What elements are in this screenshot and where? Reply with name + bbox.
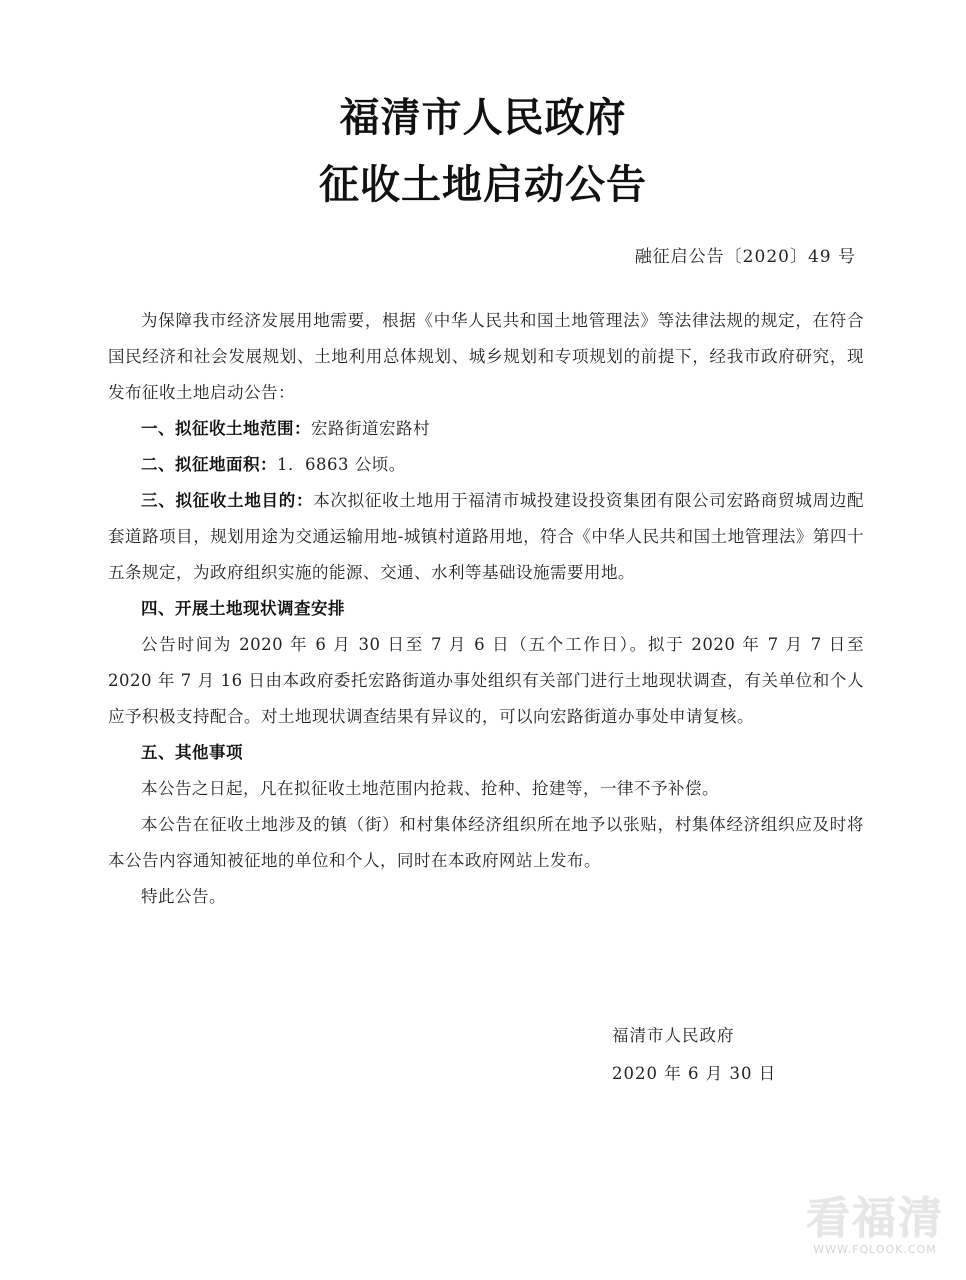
section-5-heading: 五、其他事项	[141, 743, 243, 762]
section-1-heading: 一、拟征收土地范围：	[141, 419, 311, 438]
section-2	[108, 447, 864, 483]
section-3-heading: 三、拟征收土地目的：	[141, 491, 314, 510]
watermark-url: WWW.FQLOOK.COM	[813, 1243, 937, 1256]
closing-line: 特此公告。	[141, 887, 226, 906]
section-2-text: 1．6863 公顷。	[277, 455, 406, 474]
section-3-text: 本次拟征收土地用于福清市城投建设投资集团有限公司宏路商贸城周边配套道路项目，规划用途为交通运输用地-城镇村道路用地，符合《中华人民共和国土地管理法》第四十五条规定，为政府组织实施的能源、交通、水利等基础设施需要用地。	[108, 491, 865, 582]
section-1	[108, 411, 864, 447]
page-title-line-2: 征收土地启动公告	[319, 162, 647, 208]
section-4-heading-line	[108, 591, 864, 627]
section-3	[108, 483, 864, 591]
signer-name: 福清市人民政府	[612, 1026, 735, 1045]
document-number: 融征启公告〔2020〕49 号	[634, 247, 856, 267]
section-4-heading: 四、开展土地现状调查安排	[141, 599, 345, 618]
signature-date: 2020 年 6 月 30 日	[612, 1064, 777, 1083]
page-title-line-1: 福清市人民政府	[339, 95, 627, 141]
section-5-heading-line	[108, 735, 864, 771]
document-body	[108, 303, 864, 915]
section-5-text-2: 本公告在征收土地涉及的镇（街）和村集体经济组织所在地予以张贴，村集体经济组织应及时将本公告内容通知被征地的单位和个人，同时在本政府网站上发布。	[108, 815, 864, 870]
section-4-text: 公告时间为 2020 年 6 月 30 日至 7 月 6 日（五个工作日）。拟于 2020 年 7 月 7 日至 2020 年 7 月 16 日由本政府委托宏路街道办事处组织有关部门进行土地现状调查，有关单位和个人应予积极支持配合。对土地现状调查结果有异议的，可以向宏路街道办事处申请复核。	[108, 635, 864, 726]
section-2-heading: 二、拟征地面积：	[141, 455, 277, 474]
watermark-logo	[806, 1193, 944, 1256]
section-1-text: 宏路街道宏路村	[311, 419, 430, 438]
intro-paragraph: 为保障我市经济发展用地需要，根据《中华人民共和国土地管理法》等法律法规的规定，在符合国民经济和社会发展规划、土地利用总体规划、城乡规划和专项规划的前提下，经我市政府研究，现发布征收土地启动公告：	[108, 311, 864, 402]
watermark-text: 看福清	[806, 1193, 944, 1244]
section-5-text-1: 本公告之日起，凡在拟征收土地范围内抢栽、抢种、抢建等，一律不予补偿。	[141, 779, 719, 798]
